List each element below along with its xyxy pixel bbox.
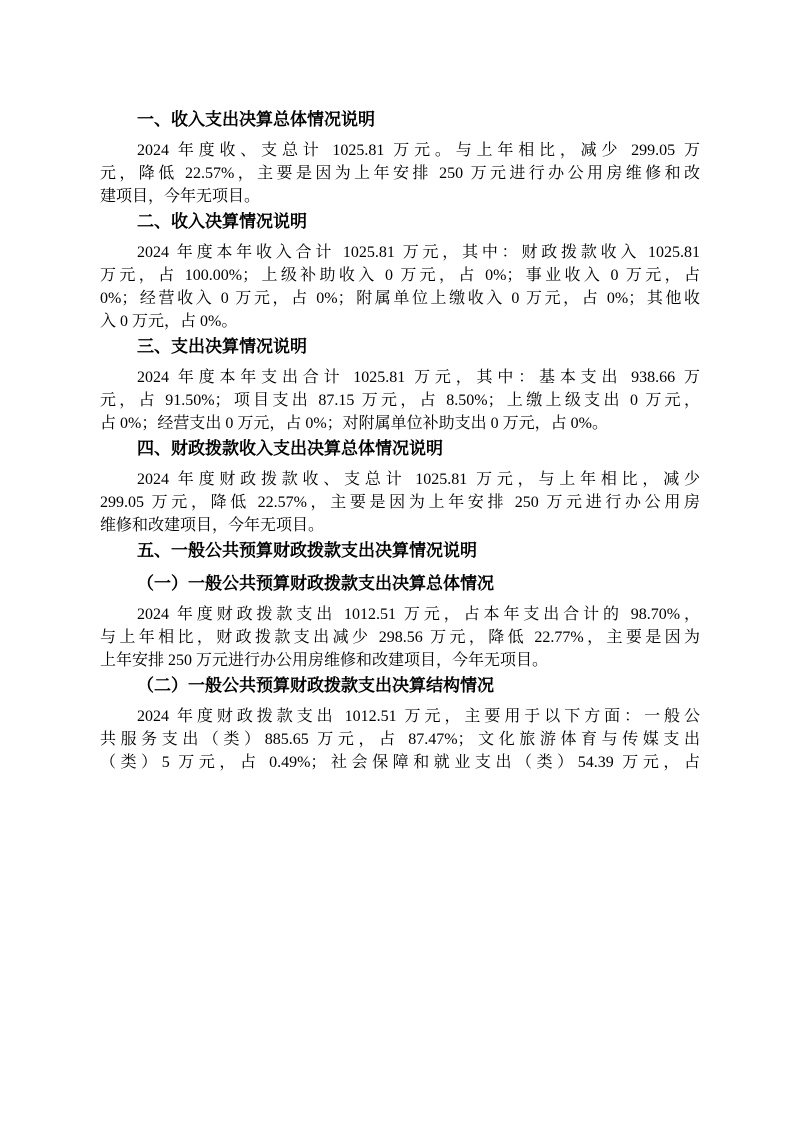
paragraph-line: （类）5 万元，占 0.49%；社会保障和就业支出（类）54.39 万元，占 bbox=[100, 754, 700, 771]
paragraph-line: 2024 年度财政拨款支出 1012.51 万元，主要用于以下方面：一般公 bbox=[137, 708, 700, 725]
section-heading-5: 五、一般公共预算财政拨款支出决算情况说明 bbox=[137, 541, 477, 561]
paragraph-line: 2024 年度本年收入合计 1025.81 万元，其中：财政拨款收入 1025.81 bbox=[137, 244, 700, 261]
paragraph-line: 元，占 91.50%；项目支出 87.15 万元，占 8.50%；上缴上级支出 0 万元， bbox=[100, 392, 700, 409]
paragraph-line: 共服务支出（类）885.65 万元，占 87.47%；文化旅游体育与传媒支出 bbox=[100, 731, 700, 748]
subsection-heading-5-2: （二）一般公共预算财政拨款支出决算结构情况 bbox=[137, 676, 494, 696]
section-heading-2: 二、收入决算情况说明 bbox=[137, 212, 307, 232]
paragraph-line: 占 0%；经营支出 0 万元，占 0%；对附属单位补助支出 0 万元，占 0%。 bbox=[100, 415, 608, 432]
document-body bbox=[100, 104, 700, 772]
paragraph-line: 与上年相比，财政拨款支出减少 298.56 万元，降低 22.77%，主要是因为 bbox=[100, 629, 700, 646]
paragraph-line: 万元，占 100.00%；上级补助收入 0 万元，占 0%；事业收入 0 万元，占 bbox=[100, 267, 700, 284]
paragraph-line: 2024 年度财政拨款收、支总计 1025.81 万元，与上年相比，减少 bbox=[137, 471, 700, 488]
subsection-heading-5-1: （一）一般公共预算财政拨款支出决算总体情况 bbox=[137, 574, 494, 594]
paragraph-line: 2024 年度本年支出合计 1025.81 万元，其中：基本支出 938.66 万 bbox=[137, 369, 700, 386]
paragraph-line: 元，降低 22.57%，主要是因为上年安排 250 万元进行办公用房维修和改 bbox=[100, 165, 700, 182]
section-heading-3: 三、支出决算情况说明 bbox=[137, 337, 307, 357]
section-paragraph-3 bbox=[100, 364, 700, 433]
paragraph-line: 维修和改建项目，今年无项目。 bbox=[100, 517, 325, 534]
section-heading-4: 四、财政拨款收入支出决算总体情况说明 bbox=[137, 439, 443, 459]
section-paragraph-4 bbox=[100, 466, 700, 535]
section-paragraph-2 bbox=[100, 239, 700, 331]
section-paragraph-1 bbox=[100, 137, 700, 206]
paragraph-line: 建项目，今年无项目。 bbox=[100, 188, 261, 205]
paragraph-line: 2024 年度收、支总计 1025.81 万元。与上年相比，减少 299.05 万 bbox=[137, 142, 700, 159]
subsection-paragraph-5-2 bbox=[100, 703, 700, 772]
paragraph-line: 2024 年度财政拨款支出 1012.51 万元，占本年支出合计的 98.70%， bbox=[137, 606, 700, 623]
paragraph-line: 上年安排 250 万元进行办公用房维修和改建项目，今年无项目。 bbox=[100, 652, 549, 669]
paragraph-line: 299.05 万元，降低 22.57%，主要是因为上年安排 250 万元进行办公用房 bbox=[100, 494, 700, 511]
paragraph-line: 入 0 万元，占 0%。 bbox=[100, 313, 238, 330]
paragraph-line: 0%；经营收入 0 万元，占 0%；附属单位上缴收入 0 万元，占 0%；其他收 bbox=[100, 290, 700, 307]
subsection-paragraph-5-1 bbox=[100, 601, 700, 670]
section-heading-1: 一、收入支出决算总体情况说明 bbox=[137, 110, 375, 130]
